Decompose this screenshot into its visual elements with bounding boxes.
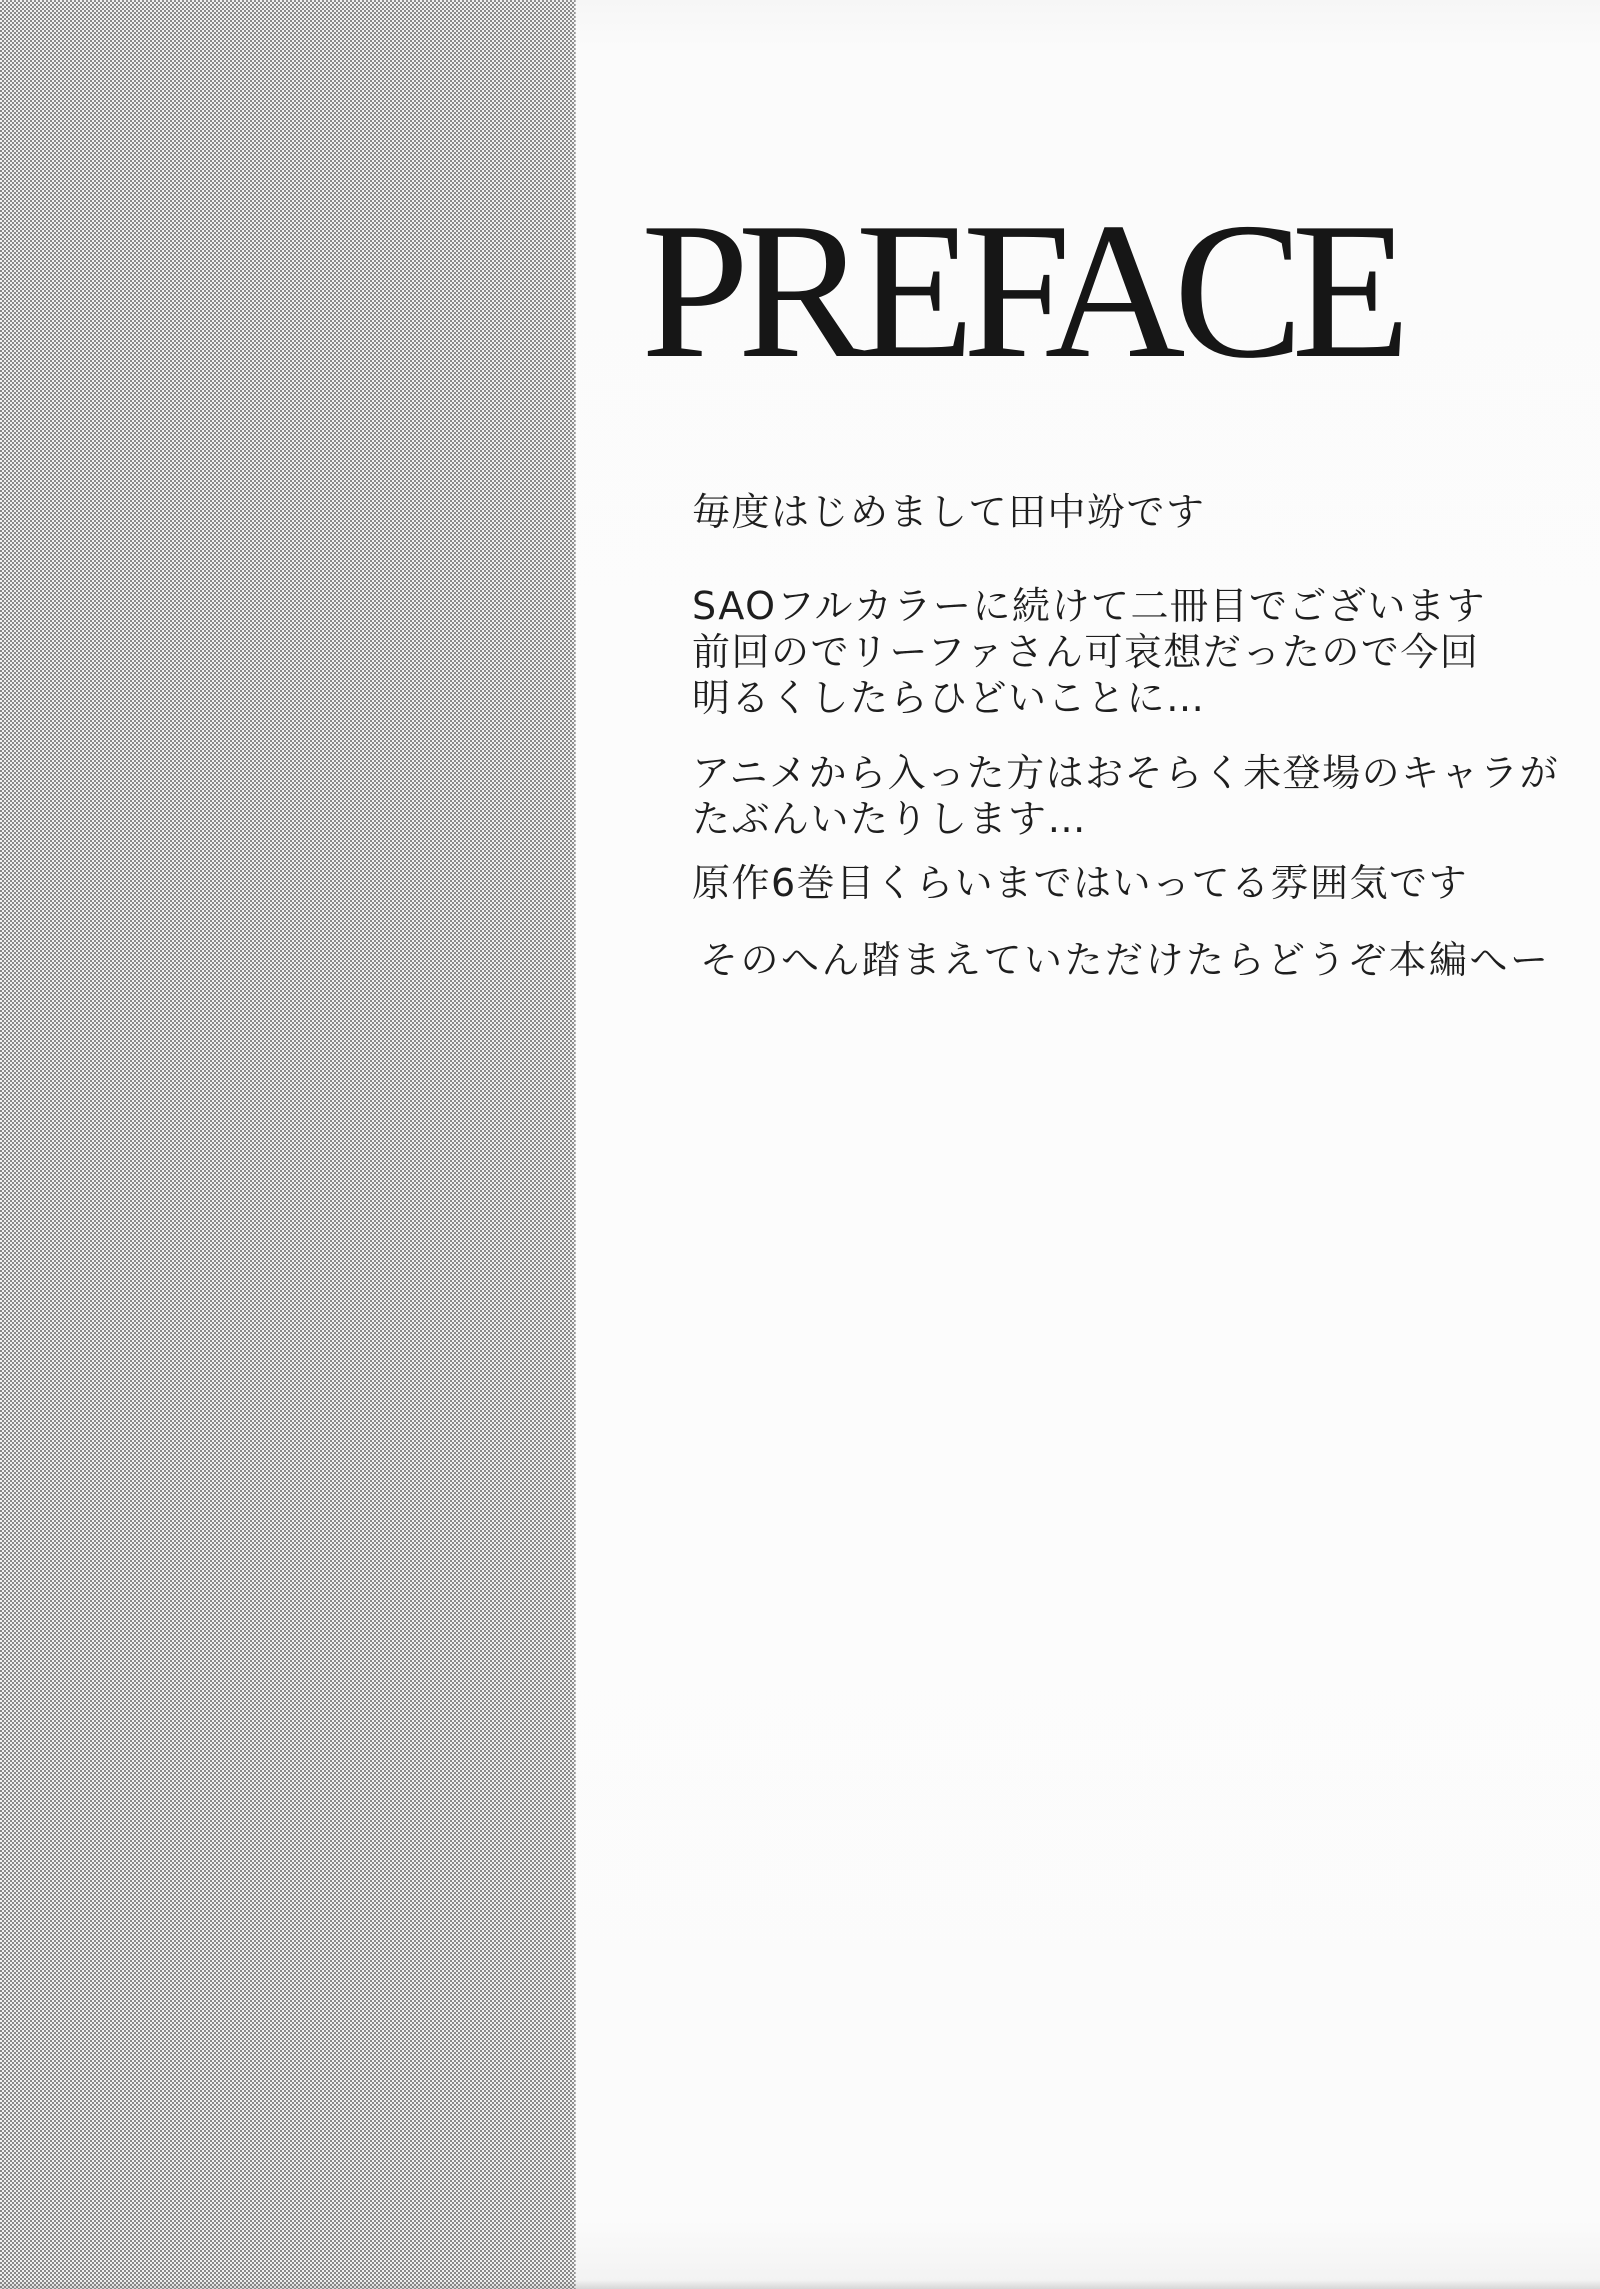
preface-paragraph-2 xyxy=(692,583,1486,721)
preface-paragraph-5 xyxy=(700,937,1551,983)
preface-paragraph-3 xyxy=(692,750,1559,842)
page-title: PREFACE xyxy=(641,183,1399,399)
preface-line: たぶんいたりします… xyxy=(692,797,1088,841)
preface-line: 原作6巻目くらいまではいってる雰囲気です xyxy=(692,861,1469,905)
halftone-sidebar xyxy=(0,0,576,2289)
preface-line: 明るくしたらひどいことに… xyxy=(692,676,1206,720)
preface-paragraph-1 xyxy=(692,489,1206,535)
preface-line: 前回のでリーファさん可哀想だったので今回 xyxy=(692,630,1480,674)
preface-line: アニメから入った方はおそらく未登場のキャラが xyxy=(692,751,1560,795)
preface-line: SAOフルカラーに続けて二冊目でございます xyxy=(692,584,1487,628)
preface-line: 毎度はじめまして田中竕です xyxy=(692,490,1206,534)
page-content xyxy=(576,0,1600,2289)
preface-paragraph-4 xyxy=(692,860,1468,906)
preface-line: そのへん踏まえていただけたらどうぞ本編へー xyxy=(700,938,1551,982)
